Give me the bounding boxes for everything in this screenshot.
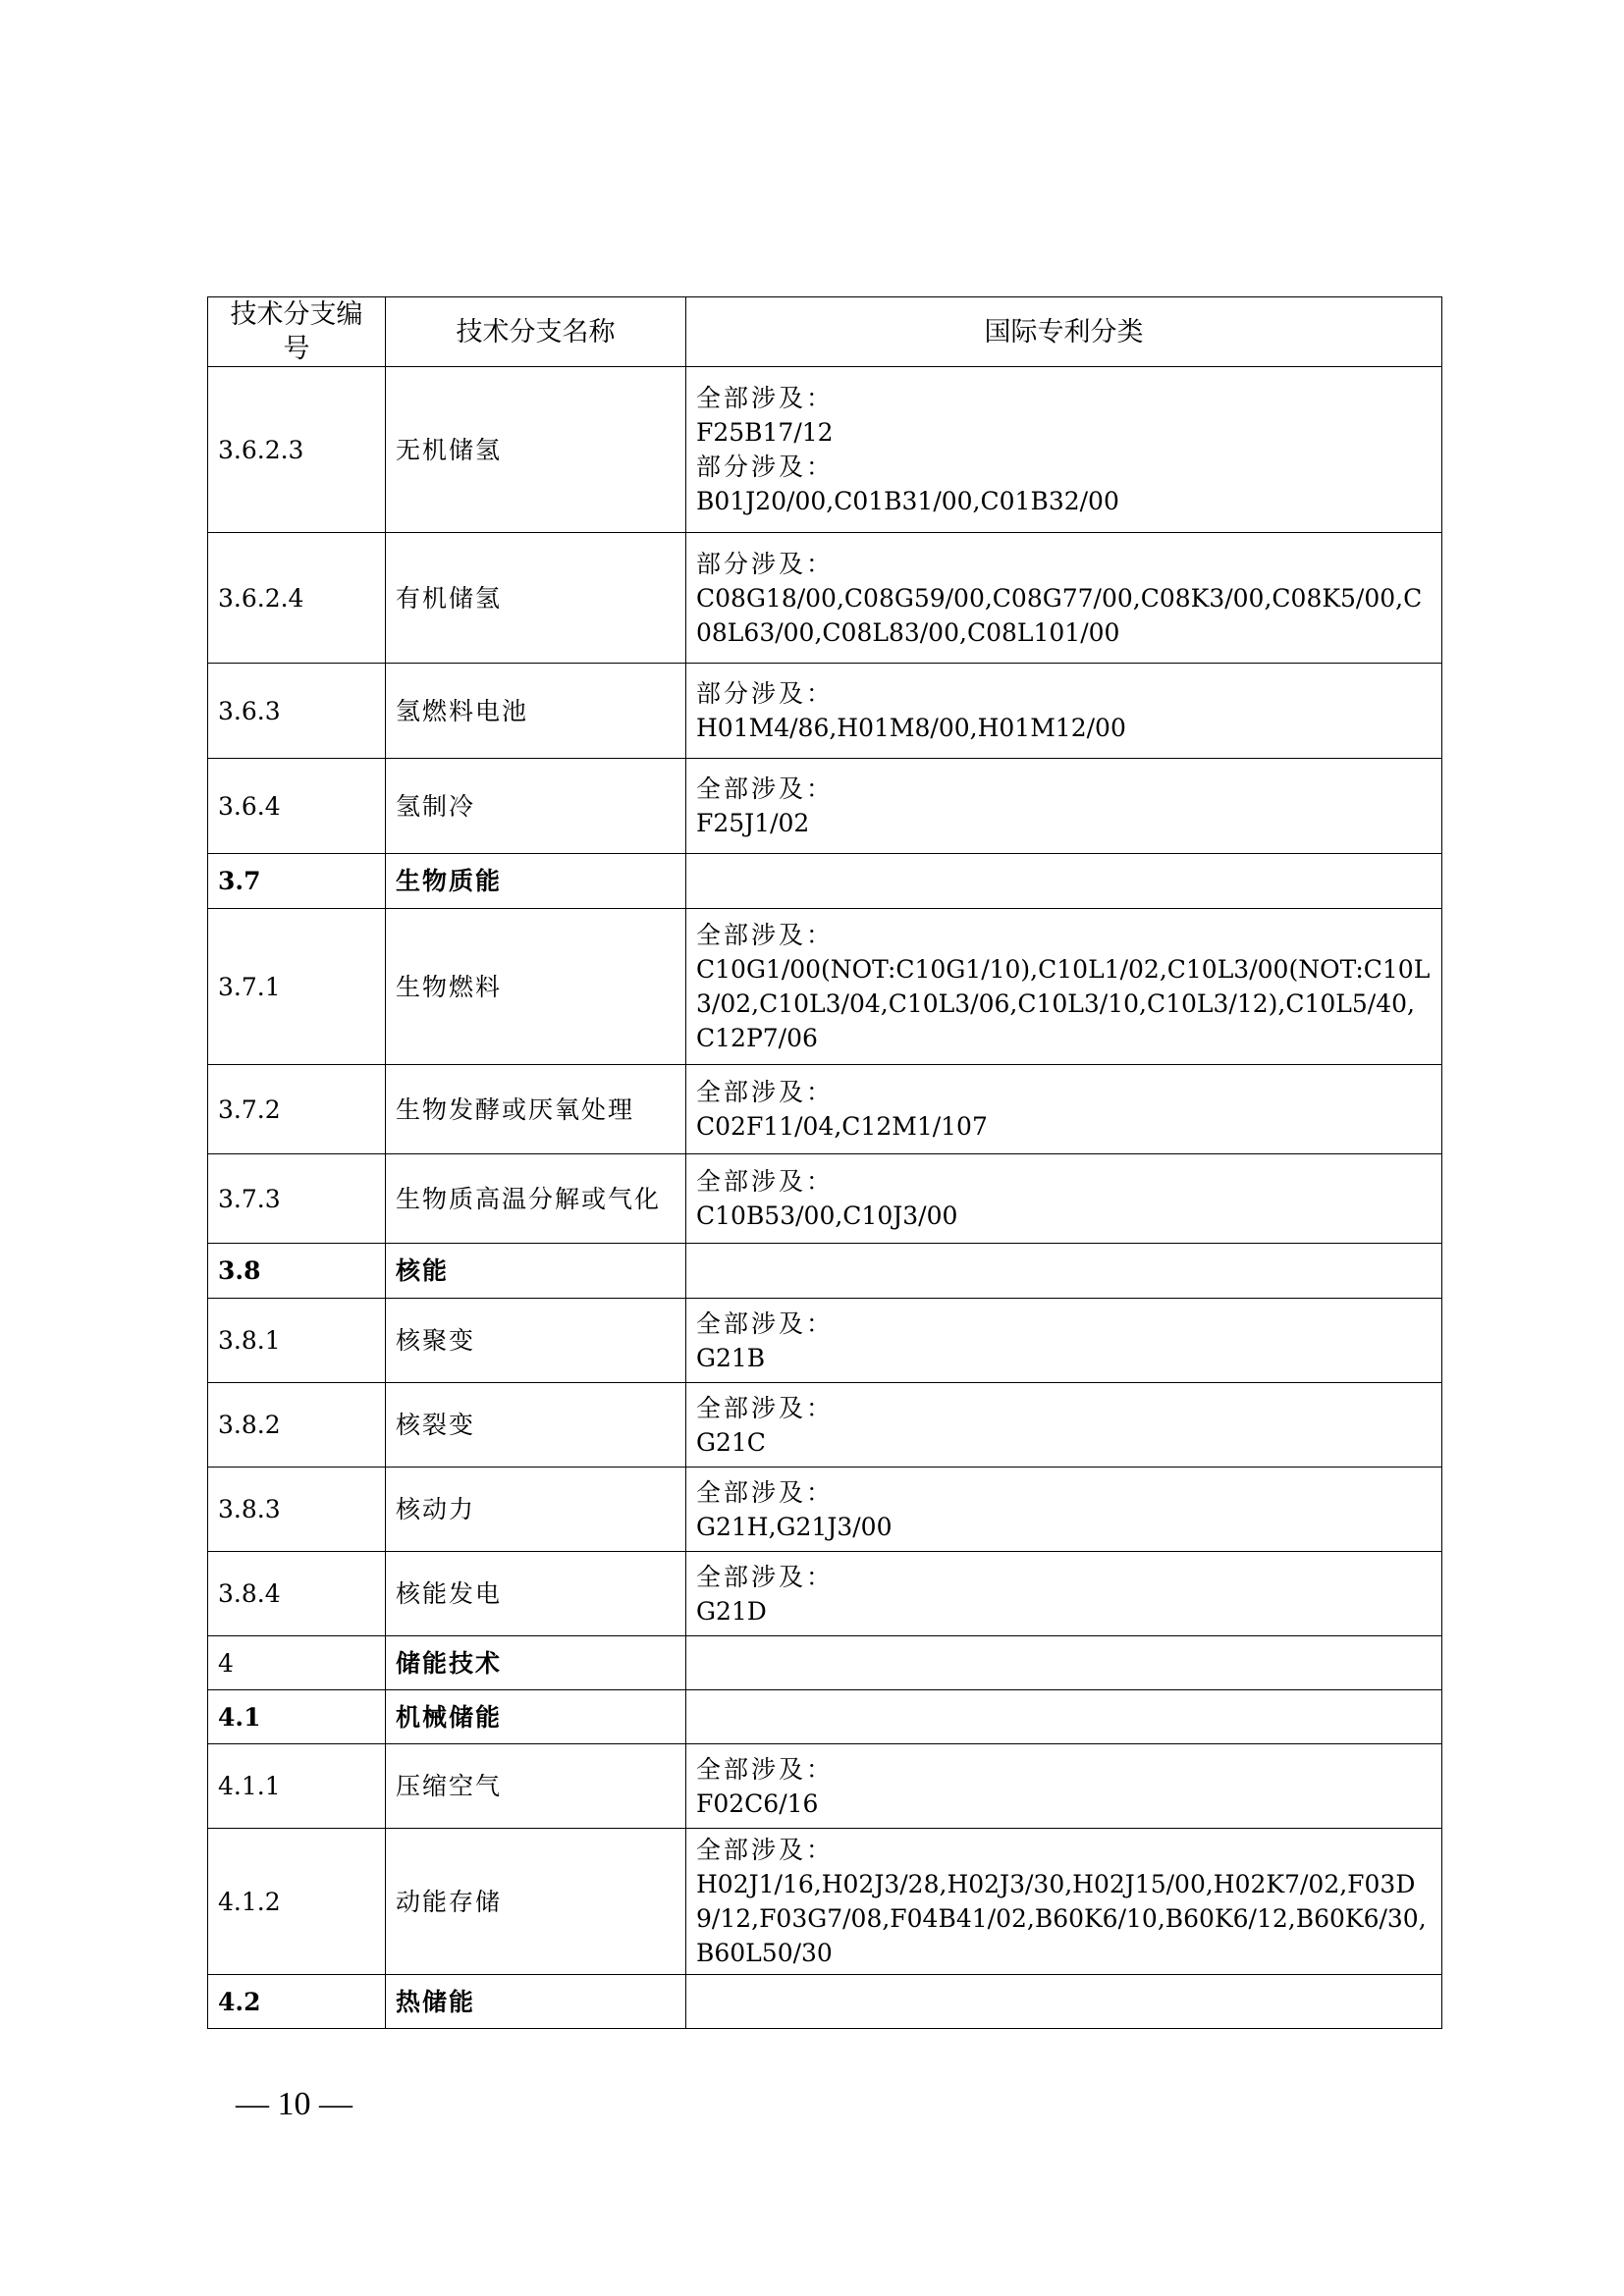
header-branch-name: 技术分支名称 (386, 297, 686, 367)
ipc-codes-cell (686, 1154, 1442, 1244)
ipc-codes: C08G18/00,C08G59/00,C08G77/00,C08K3/00,C08K5/00,C08L63/00,C08L83/00,C08L101/00 (696, 583, 1423, 647)
scope-label: 全部涉及： (696, 1167, 835, 1196)
table-header-row (208, 297, 1442, 367)
branch-name: 生物质能 (386, 854, 686, 909)
branch-name: 储能技术 (386, 1636, 686, 1690)
branch-number: 4.2 (208, 1975, 386, 2029)
ipc-codes: C02F11/04,C12M1/107 (696, 1112, 988, 1141)
branch-number: 3.7 (208, 854, 386, 909)
ipc-codes-cell (686, 664, 1442, 759)
ipc-codes-cell (686, 533, 1442, 664)
branch-name: 核裂变 (386, 1383, 686, 1468)
table-row (208, 367, 1442, 533)
table-row (208, 909, 1442, 1065)
ipc-codes-cell (686, 1244, 1442, 1299)
ipc-codes: H01M4/86,H01M8/00,H01M12/00 (696, 714, 1126, 742)
table-row (208, 1975, 1442, 2029)
branch-name: 有机储氢 (386, 533, 686, 664)
scope-label: 全部涉及： (696, 1393, 835, 1422)
table-row (208, 1636, 1442, 1690)
scope-label: 全部涉及： (696, 1836, 835, 1864)
branch-name: 热储能 (386, 1975, 686, 2029)
scope-label: 全部涉及： (696, 1078, 835, 1106)
scope-label: 全部涉及： (696, 384, 835, 412)
ipc-codes-cell (686, 1975, 1442, 2029)
ipc-codes: F02C6/16 (696, 1789, 819, 1818)
table-row (208, 1744, 1442, 1829)
ipc-codes: F25J1/02 (696, 809, 810, 837)
ipc-codes-cell (686, 367, 1442, 533)
table-row (208, 1383, 1442, 1468)
branch-name: 核能发电 (386, 1552, 686, 1636)
branch-name: 氢制冷 (386, 759, 686, 854)
ipc-codes-cell (686, 1065, 1442, 1154)
ipc-codes-cell (686, 854, 1442, 909)
ipc-codes-cell (686, 1829, 1442, 1975)
table-row (208, 1690, 1442, 1744)
ipc-codes-cell (686, 1299, 1442, 1383)
header-branch-number: 技术分支编号 (208, 297, 386, 367)
ipc-codes-cell (686, 1468, 1442, 1552)
branch-name: 氢燃料电池 (386, 664, 686, 759)
scope-label: 部分涉及： (696, 679, 835, 708)
ipc-codes: G21C (696, 1427, 766, 1457)
branch-number: 3.6.2.3 (208, 367, 386, 533)
table-row (208, 1244, 1442, 1299)
branch-name: 生物质高温分解或气化 (386, 1154, 686, 1244)
branch-name: 机械储能 (386, 1690, 686, 1744)
scope-label: 全部涉及： (696, 1562, 835, 1591)
branch-number: 3.7.3 (208, 1154, 386, 1244)
scope-label: 全部涉及： (696, 1308, 835, 1338)
table-row (208, 854, 1442, 909)
ipc-codes: G21D (696, 1596, 767, 1626)
table-row (208, 664, 1442, 759)
ipc-codes: G21B (696, 1343, 766, 1372)
ipc-codes: F25B17/12 (696, 418, 834, 447)
branch-number: 3.7.2 (208, 1065, 386, 1154)
ipc-codes: B01J20/00,C01B31/00,C01B32/00 (696, 487, 1119, 515)
page-number: — 10 — (236, 2086, 352, 2122)
ipc-codes-cell (686, 1383, 1442, 1468)
table-row (208, 1829, 1442, 1975)
branch-number: 3.7.1 (208, 909, 386, 1065)
scope-label: 全部涉及： (696, 921, 835, 949)
table-row (208, 1552, 1442, 1636)
table-row (208, 1065, 1442, 1154)
table-row (208, 1299, 1442, 1383)
table-row (208, 1468, 1442, 1552)
branch-number: 3.6.4 (208, 759, 386, 854)
branch-number: 3.8.4 (208, 1552, 386, 1636)
branch-number: 3.6.3 (208, 664, 386, 759)
ipc-codes-cell (686, 1744, 1442, 1829)
branch-name: 生物发酵或厌氧处理 (386, 1065, 686, 1154)
ipc-codes-cell (686, 1636, 1442, 1690)
header-ipc: 国际专利分类 (686, 297, 1442, 367)
table-row (208, 533, 1442, 664)
scope-label: 全部涉及： (696, 774, 835, 803)
ipc-codes: G21H,G21J3/00 (696, 1512, 893, 1541)
branch-number: 3.8.2 (208, 1383, 386, 1468)
branch-name: 生物燃料 (386, 909, 686, 1065)
ipc-codes-cell (686, 1690, 1442, 1744)
branch-number: 3.8.1 (208, 1299, 386, 1383)
branch-name: 核聚变 (386, 1299, 686, 1383)
branch-name: 无机储氢 (386, 367, 686, 533)
branch-name: 动能存储 (386, 1829, 686, 1975)
branch-name: 压缩空气 (386, 1744, 686, 1829)
scope-label: 全部涉及： (696, 1477, 835, 1507)
branch-name: 核能 (386, 1244, 686, 1299)
table-body (208, 367, 1442, 2029)
scope-label: 部分涉及： (696, 549, 835, 578)
ipc-classification-table (207, 296, 1442, 2029)
branch-number: 3.8 (208, 1244, 386, 1299)
scope-label: 全部涉及： (696, 1754, 835, 1784)
table-row (208, 759, 1442, 854)
branch-number: 4.1 (208, 1690, 386, 1744)
branch-number: 3.6.2.4 (208, 533, 386, 664)
ipc-codes: C10B53/00,C10J3/00 (696, 1201, 958, 1230)
table-row (208, 1154, 1442, 1244)
ipc-codes-cell (686, 759, 1442, 854)
ipc-codes: C10G1/00(NOT:C10G1/10),C10L1/02,C10L3/00(NOT:C10L3/02,C10L3/04,C10L3/06,C10L3/10,C10L3/12),C10L5/40,C12P7/06 (696, 955, 1431, 1052)
branch-number: 4.1.1 (208, 1744, 386, 1829)
branch-number: 4 (208, 1636, 386, 1690)
scope-label: 部分涉及： (696, 453, 835, 481)
branch-name: 核动力 (386, 1468, 686, 1552)
branch-number: 3.8.3 (208, 1468, 386, 1552)
ipc-codes: H02J1/16,H02J3/28,H02J3/30,H02J15/00,H02K7/02,F03D9/12,F03G7/08,F04B41/02,B60K6/10,B60K6/12,B60K6/30,B60L50/30 (696, 1870, 1427, 1967)
ipc-codes-cell (686, 909, 1442, 1065)
ipc-codes-cell (686, 1552, 1442, 1636)
branch-number: 4.1.2 (208, 1829, 386, 1975)
